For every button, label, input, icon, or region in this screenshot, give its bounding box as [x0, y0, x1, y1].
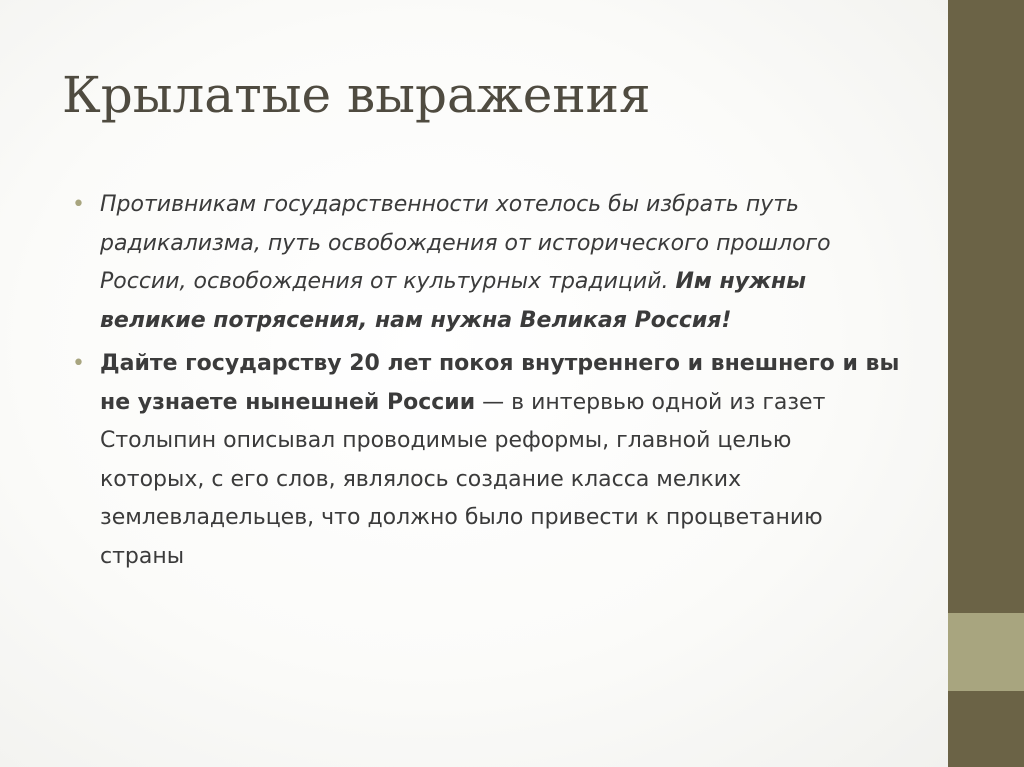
- slide-title: Крылатые выражения: [62, 66, 651, 124]
- bullet-item-1: [72, 186, 902, 340]
- bullet-1-italic-text: Противникам государственности хотелось бы избрать путь радикализма, путь освобождения от исторического прошлого России, освобождения от культурных традиций.: [100, 192, 831, 294]
- bullet-list: [72, 186, 902, 581]
- bullet-2-bold-text: Дайте государству 20 лет покоя внутреннего и внешнего и вы не узнаете нынешней России: [100, 351, 900, 415]
- bullet-marker: •: [72, 192, 85, 217]
- bullet-marker: •: [72, 351, 85, 376]
- bullet-2-regular-text: — в интервью одной из газет Столыпин описывал проводимые реформы, главной целью которых, с его слов, являлось создание класса мелких землевладельцев, что должно было привести к процветанию страны: [100, 389, 826, 569]
- sidebar-accent-block: [948, 613, 1024, 691]
- bullet-item-2: [72, 345, 902, 576]
- bullet-1-bold-italic-text: Им нужны великие потрясения, нам нужна Великая Россия!: [100, 269, 807, 333]
